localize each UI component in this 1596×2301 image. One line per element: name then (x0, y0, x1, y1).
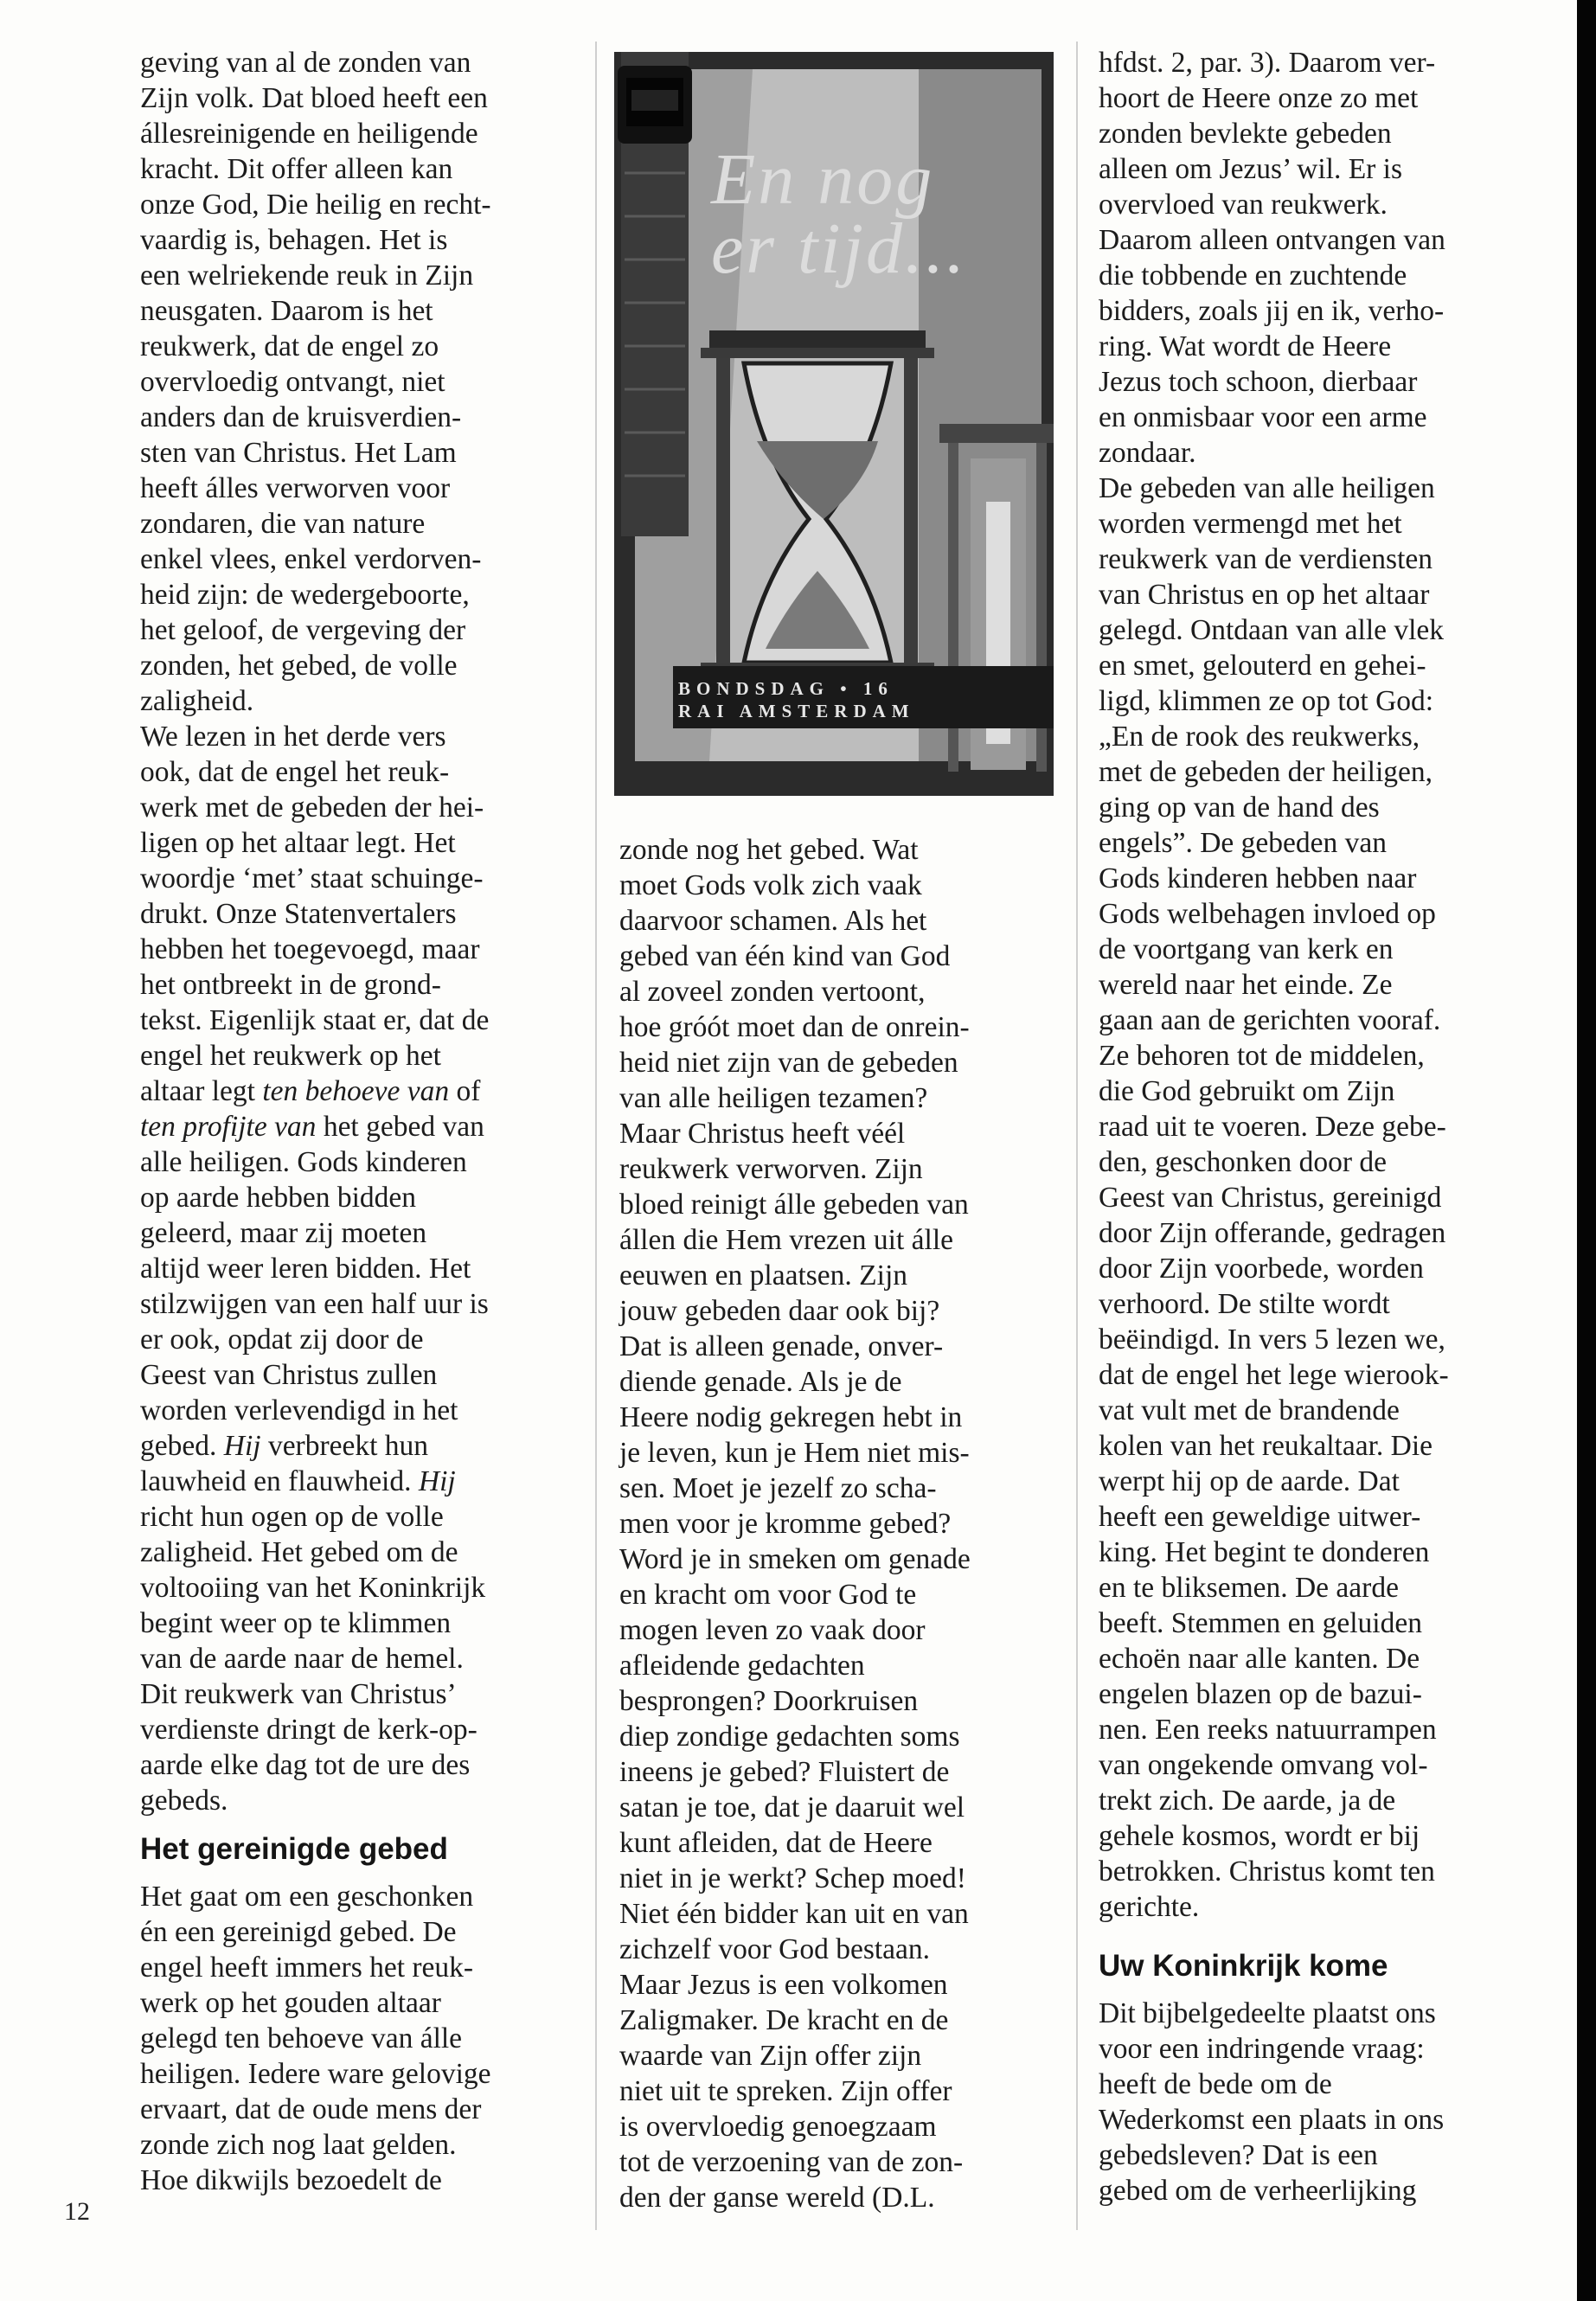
paragraph: De gebeden van alle heiligen worden vermengd met het reukwerk van de verdiensten van Christus en op het altaar gelegd. Ontdaan van alle vlek en smet, gelouterd en gehei- ligd, klimmen ze op tot God: „En de rook des reukwerks, met de gebeden der heiligen, ging op van de hand des engels”. De gebeden van Gods kinderen hebben naar Gods welbehagen invloed op de voortgang van kerk en wereld naar het einde. Ze gaan aan de gerichten vooraf. Ze behoren tot de middelen, die God gebruikt om Zijn raad uit te voeren. Deze gebe- den, geschonken door de Geest van Christus, gereinigd door Zijn offerande, gedragen door Zijn voorbede, worden verhoord. De stilte wordt beëindigd. In vers 5 lezen we, dat de engel het lege wierook- vat vult met de brandende kolen van het reukaltaar. Die werpt hij op de aarde. Dat heeft een geweldige uitwer- king. Het begint te donderen en te bliksemen. De aarde beeft. Stemmen en geluiden echoën naar alle kanten. De engelen blazen op de bazui- nen. Een reeks natuurrampen van ongekende omvang vol- trekt zich. De aarde, ja de gehele kosmos, wordt er bij betrokken. Christus komt ten gerichte. (1099, 472, 1449, 1923)
column-rule-right (1076, 42, 1078, 2230)
section-heading: Uw Koninkrijk kome (1099, 1949, 1388, 1983)
paragraph: Dit bijbelgedeelte plaatst ons voor een indringende vraag: heeft de bede om de Wederkomst een plaats in ons gebedsleven? Dat is een gebed om de verheerlijking (1099, 1997, 1445, 2207)
paragraph (140, 719, 573, 1818)
paragraph: zonde nog het gebed. Wat moet Gods volk zich vaak daarvoor schamen. Als het gebed van één kind van God al zoveel zonden vertoont, hoe gróót moet dan de onrein- heid niet zijn van de gebeden van alle heiligen tezamen? Maar Christus heeft véél reukwerk verworven. Zijn bloed reinigt álle gebeden van állen die Hem vrezen uit álle eeuwen en plaatsen. Zijn jouw gebeden daar ook bij? Dat is alleen genade, onver- diende genade. Als je de Heere nodig gekregen hebt in je leven, kun je Hem niet mis- sen. Moet je jezelf zo scha- men voor je kromme gebed? Word je in smeken om genade en kracht om voor God te mogen leven zo vaak door afleidende gedachten besprongen? Doorkruisen diep zondige gedachten soms ineens je gebed? Fluistert de satan je toe, dat je daaruit wel kunt afleiden, dat de Heere niet in je werkt? Schep moed! Niet één bidder kan uit en van zichzelf voor God bestaan. Maar Jezus is een volkomen Zaligmaker. De kracht en de waarde van Zijn offer zijn niet uit te spreken. Zijn offer is overvloedig genoegzaam tot de verzoening van de zon- den der ganse wereld (D.L. (619, 834, 971, 2214)
italic-phrase: ten profijte van (140, 1111, 317, 1143)
photo-title: En nog er tijd... (711, 139, 967, 289)
section-heading: Het gereinigde gebed (140, 1832, 448, 1866)
text-run: verbreekt hun lauwheid en flauwheid. (140, 1430, 429, 1497)
paragraph: geving van al de zonden van Zijn volk. Dat bloed heeft een állesreinigende en heiligende kracht. Dit offer alleen kan onze God, Die heilig en recht- vaardig is, behagen. Het is een welriekende reuk in Zijn neusgaten. Daarom is het reukwerk, dat de engel zo overvloedig ontvangt, niet anders dan de kruisverdien- sten van Christus. Het Lam heeft álles verworven voor zondaren, die van nature enkel vlees, enkel verdorven- heid zijn: de wedergeboorte, het geloof, de vergeving der zonden, het gebed, de volle zaligheid. (140, 47, 491, 717)
text-run: We lezen in het derde vers ook, dat de engel het reuk- werk met de gebeden der hei- ligen op het altaar legt. Het woordje ‘met’ staat schuinge- drukt. Onze Statenvertalers hebben het toegevoegd, maar het ontbreekt in de grond- tekst. Eigenlijk staat er, dat de engel het reukwerk op het altaar legt (140, 721, 490, 1107)
text-column-1 (140, 45, 573, 2198)
italic-word: Hij (418, 1465, 456, 1497)
scan-edge (1577, 0, 1596, 2301)
watch-icon (618, 52, 692, 536)
column-rule-left (595, 42, 597, 2230)
paragraph: hfdst. 2, par. 3). Daarom ver- hoort de Heere onze zo met zonden bevlekte gebeden alleen om Jezus’ wil. Er is overvloed van reukwerk. Daarom alleen ontvangen van die tobbende en zuchtende bidders, zoals jij en ik, verho- ring. Wat wordt de Heere Jezus toch schoon, dierbaar en onmisbaar voor een arme zondaar. (1099, 47, 1445, 469)
text-column-3 (1099, 45, 1548, 2208)
text-run: of (456, 1075, 481, 1107)
text-run: het gebed van alle heiligen. Gods kinderen op aarde hebben bidden geleerd, maar zij moeten altijd weer leren bidden. Het stilzwijgen van een half uur is er ook, opdat zij door de Geest van Christus zullen worden verlevendigd in het gebed. (140, 1111, 489, 1462)
paragraph: Het gaat om een geschonken én een gereinigd gebed. De engel heeft immers het reuk- werk op het gouden altaar gelegd ten behoeve van álle heiligen. Iedere ware gelovige ervaart, dat de oude mens der zonde zich nog laat gelden. Hoe dikwijls bezoedelt de (140, 1881, 491, 2196)
text-column-2 (619, 832, 1052, 2215)
page-number: 12 (64, 2197, 90, 2226)
text-run: richt hun ogen op de volle zaligheid. Het gebed om de voltooiing van het Koninkrijk begint weer op te klimmen van de aarde naar de hemel. Dit reukwerk van Christus’ verdienste dringt de kerk-op- aarde elke dag tot de ure des gebeds. (140, 1501, 486, 1817)
italic-word: Hij (223, 1430, 261, 1462)
photo-caption: BONDSDAG • 16 RAI AMSTERDAM (678, 678, 915, 721)
italic-phrase: ten behoeve van (262, 1075, 450, 1107)
hourglass-photo (614, 52, 1054, 796)
